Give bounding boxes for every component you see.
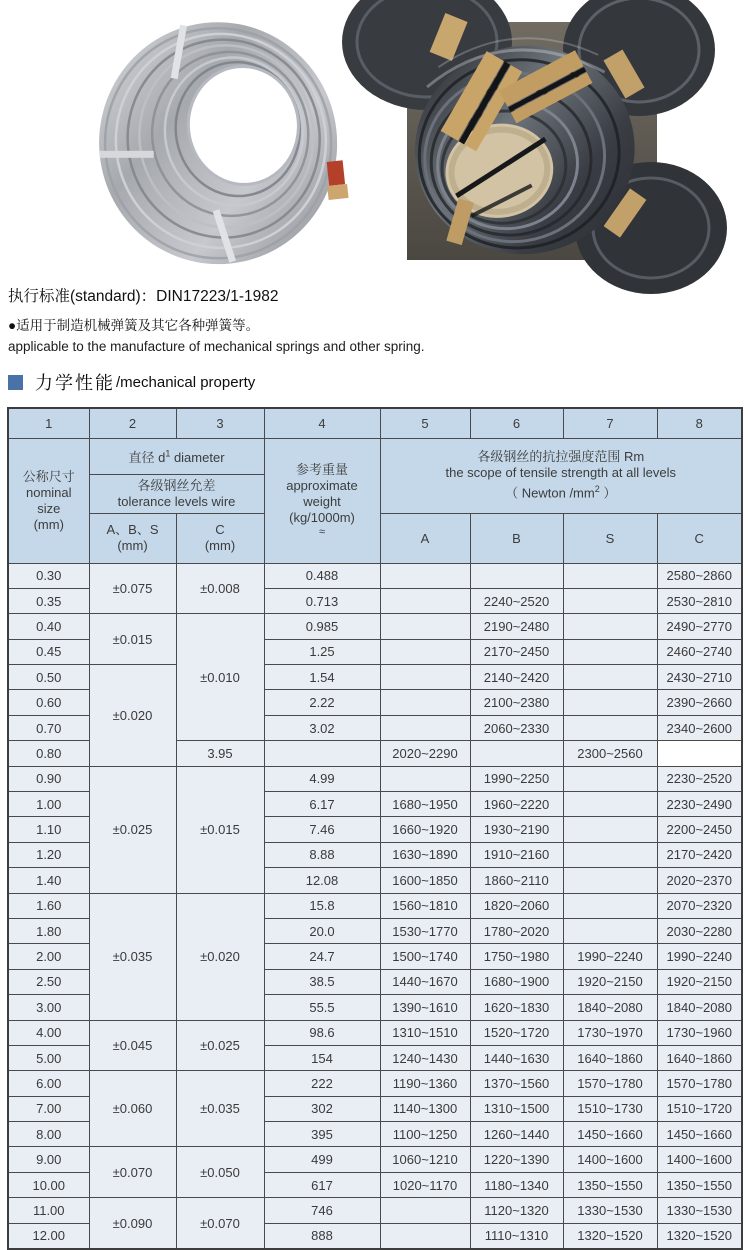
cell-weight: 395 [264,1122,380,1147]
header-weight: 参考重量 approximate weight (kg/1000m) ≈ [264,438,380,563]
table-row [8,766,742,791]
cell-strength-c: 2530~2810 [657,588,742,613]
product-photo-left [93,15,347,268]
product-photo-right [407,22,657,260]
cell-strength-s: 1350~1550 [563,1172,657,1197]
cell-strength-c: 2170~2420 [657,842,742,867]
cell-weight: 499 [264,1147,380,1172]
cell-strength-a [380,614,470,639]
cell-strength-b [470,563,563,588]
cell-strength-c: 1640~1860 [657,1045,742,1070]
cell-strength-s: 1400~1600 [563,1147,657,1172]
cell-strength-b: 1440~1630 [470,1045,563,1070]
cell-strength-b: 1370~1560 [470,1071,563,1096]
cell-strength-b: 2020~2290 [380,741,470,766]
blue-square-bullet-icon [8,375,23,390]
cell-strength-s: 1840~2080 [563,995,657,1020]
cell-tolerance-c: ±0.015 [176,766,264,893]
header-grade-a: A [380,513,470,563]
mechanical-property-table [7,407,743,1250]
cell-strength-c: 2340~2600 [657,715,742,740]
cell-strength-b: 1990~2250 [470,766,563,791]
header-tensile-strength: 各级钢丝的抗拉强度范围 Rm the scope of tensile strength at all levels （ Newton $/mm^2$ ） [380,438,742,513]
cell-strength-c: 2230~2490 [657,792,742,817]
cell-strength-s [563,563,657,588]
cell-strength-b: 1110~1310 [470,1223,563,1249]
cell-strength-a: 1440~1670 [380,969,470,994]
cell-nominal-size: 8.00 [8,1122,89,1147]
cell-strength-a: 1140~1300 [380,1096,470,1121]
strength-unit: （ Newton $/mm^2$ ） [505,484,617,501]
standard-value: DIN17223/1-1982 [156,288,279,305]
cell-strength-b: 1780~2020 [470,918,563,943]
cell-strength-s [563,614,657,639]
cell-strength-c: 2230~2520 [657,766,742,791]
cell-weight: 1.54 [264,665,380,690]
cell-strength-s [563,766,657,791]
cell-weight: 0.488 [264,563,380,588]
column-number-2: 2 [89,408,176,438]
cell-strength-b: 1860~2110 [470,868,563,893]
cell-weight: 38.5 [264,969,380,994]
cell-strength-a [380,1198,470,1223]
cell-strength-a: 1390~1610 [380,995,470,1020]
cell-strength-s [563,868,657,893]
cell-nominal-size: 12.00 [8,1223,89,1249]
column-number-4: 4 [264,408,380,438]
cell-strength-s: 1640~1860 [563,1045,657,1070]
column-number-1: 1 [8,408,89,438]
cell-strength-b: 1260~1440 [470,1122,563,1147]
cell-strength-c: 1730~1960 [657,1020,742,1045]
cell-strength-b: 1180~1340 [470,1172,563,1197]
cell-strength-c: 2030~2280 [657,918,742,943]
cell-strength-s: 1330~1530 [563,1198,657,1223]
cell-strength-c: 2580~2860 [657,563,742,588]
cell-strength-s [563,792,657,817]
cell-nominal-size: 2.00 [8,944,89,969]
cell-tolerance-abs: ±0.035 [89,893,176,1020]
cell-strength-a [380,715,470,740]
header-tol-abs: A、B、S (mm) [89,513,176,563]
header-diameter: 直径 $d^1$ diameter [89,438,264,474]
cell-strength-a [380,665,470,690]
approx-symbol: ≈ [318,526,326,538]
cell-strength-c: 1990~2240 [657,944,742,969]
cell-strength-a [380,588,470,613]
cell-strength-c: 1350~1550 [657,1172,742,1197]
cell-strength-s: 1510~1730 [563,1096,657,1121]
header-nominal-size: 公称尺寸 nominal size (mm) [8,438,89,563]
cell-strength-b: 2240~2520 [470,588,563,613]
usage-english: applicable to the manufacture of mechanical springs and other spring. [8,339,425,354]
cell-strength-c: 1450~1660 [657,1122,742,1147]
cell-weight: 302 [264,1096,380,1121]
cell-tolerance-abs: ±0.025 [89,766,176,893]
cell-weight: 154 [264,1045,380,1070]
cell-strength-s [563,918,657,943]
cell-strength-b: 2170~2450 [470,639,563,664]
cell-weight: 746 [264,1198,380,1223]
cell-strength-c: 2200~2450 [657,817,742,842]
cell-strength-s [563,639,657,664]
cell-weight: 3.02 [264,715,380,740]
cell-strength-s [563,665,657,690]
cell-strength-s: 1920~2150 [563,969,657,994]
cell-nominal-size: 7.00 [8,1096,89,1121]
cell-nominal-size: 1.40 [8,868,89,893]
cell-nominal-size: 1.00 [8,792,89,817]
cell-strength-s: 1570~1780 [563,1071,657,1096]
table-row [8,1198,742,1223]
wire-coil-illustration [93,15,347,268]
cell-weight: 98.6 [264,1020,380,1045]
wire-coils-warehouse-illustration [407,22,657,260]
cell-nominal-size: 0.45 [8,639,89,664]
usage-chinese: ●适用于制造机械弹簧及其它各种弹簧等。 [8,318,260,333]
cell-strength-b: 2140~2420 [470,665,563,690]
cell-weight: 617 [264,1172,380,1197]
cell-strength-s [563,893,657,918]
cell-strength-s: 1990~2240 [563,944,657,969]
cell-nominal-size: 3.00 [8,995,89,1020]
cell-tolerance-c: ±0.035 [176,1071,264,1147]
table-row [8,563,742,588]
cell-strength-a [380,690,470,715]
cell-nominal-size: 4.00 [8,1020,89,1045]
cell-strength-s: 1450~1660 [563,1122,657,1147]
cell-strength-a [380,563,470,588]
cell-nominal-size: 10.00 [8,1172,89,1197]
cell-weight: 0.985 [264,614,380,639]
cell-weight: 4.99 [264,766,380,791]
cell-nominal-size: 0.50 [8,665,89,690]
cell-strength-a: 1660~1920 [380,817,470,842]
table-row [8,665,742,690]
cell-strength-s: 1320~1520 [563,1223,657,1249]
cell-weight: 24.7 [264,944,380,969]
table-row [8,893,742,918]
cell-strength-s [563,588,657,613]
header-tolerance: 各级钢丝允差 tolerance levels wire [89,474,264,513]
header-grade-s: S [563,513,657,563]
cell-strength-c: 1510~1720 [657,1096,742,1121]
column-number-8: 8 [657,408,742,438]
cell-strength-b: 1120~1320 [470,1198,563,1223]
table-row [8,1147,742,1172]
cell-weight: 2.22 [264,690,380,715]
cell-strength-a [264,741,380,766]
cell-strength-c: 1840~2080 [657,995,742,1020]
cell-weight: 6.17 [264,792,380,817]
cell-nominal-size: 5.00 [8,1045,89,1070]
cell-strength-s [563,842,657,867]
table-header [8,408,742,563]
cell-weight: 1.25 [264,639,380,664]
cell-nominal-size: 0.70 [8,715,89,740]
cell-strength-c: 2390~2660 [657,690,742,715]
cell-strength-s [563,690,657,715]
cell-strength-a: 1530~1770 [380,918,470,943]
standard-line [8,284,279,306]
cell-strength-s [563,715,657,740]
cell-strength-c: 1330~1530 [657,1198,742,1223]
cell-tolerance-c: ±0.070 [176,1198,264,1249]
cell-strength-c: 2300~2560 [563,741,657,766]
cell-strength-a [380,766,470,791]
cell-tolerance-abs: ±0.070 [89,1147,176,1198]
cell-strength-b: 1680~1900 [470,969,563,994]
cell-weight: 888 [264,1223,380,1249]
cell-strength-c: 2430~2710 [657,665,742,690]
cell-nominal-size: 1.20 [8,842,89,867]
cell-weight: 55.5 [264,995,380,1020]
table-row [8,1071,742,1096]
cell-strength-a: 1600~1850 [380,868,470,893]
cell-strength-c: 1400~1600 [657,1147,742,1172]
cell-strength-b: 1930~2190 [470,817,563,842]
cell-strength-a: 1060~1210 [380,1147,470,1172]
header-grade-b: B [470,513,563,563]
cell-strength-a: 1680~1950 [380,792,470,817]
cell-tolerance-abs: ±0.045 [89,1020,176,1071]
cell-nominal-size: 2.50 [8,969,89,994]
cell-strength-b: 2100~2380 [470,690,563,715]
cell-strength-s [563,817,657,842]
header-grade-c: C [657,513,742,563]
section-title-en: /mechanical property [116,373,256,391]
cell-nominal-size: 0.35 [8,588,89,613]
cell-strength-b: 1220~1390 [470,1147,563,1172]
column-number-5: 5 [380,408,470,438]
cell-weight: 12.08 [264,868,380,893]
cell-strength-a: 1310~1510 [380,1020,470,1045]
cell-nominal-size: 0.30 [8,563,89,588]
cell-nominal-size: 6.00 [8,1071,89,1096]
cell-weight: 3.95 [176,741,264,766]
cell-strength-b: 1310~1500 [470,1096,563,1121]
cell-nominal-size: 1.10 [8,817,89,842]
cell-tolerance-c: ±0.050 [176,1147,264,1198]
cell-strength-a: 1560~1810 [380,893,470,918]
cell-nominal-size: 9.00 [8,1147,89,1172]
cell-strength-a: 1020~1170 [380,1172,470,1197]
cell-strength-s [470,741,563,766]
cell-strength-b: 1620~1830 [470,995,563,1020]
cell-strength-b: 1520~1720 [470,1020,563,1045]
cell-strength-a: 1630~1890 [380,842,470,867]
cell-strength-b: 1750~1980 [470,944,563,969]
column-number-6: 6 [470,408,563,438]
table-body [8,563,742,1249]
cell-strength-b: 1820~2060 [470,893,563,918]
cell-strength-b: 2190~2480 [470,614,563,639]
section-title-cn: 力学性能 [35,373,115,393]
cell-weight: 20.0 [264,918,380,943]
cell-strength-a: 1100~1250 [380,1122,470,1147]
cell-tolerance-c: ±0.025 [176,1020,264,1071]
column-number-7: 7 [563,408,657,438]
table-row [8,1020,742,1045]
column-number-row [8,408,742,438]
cell-weight: 222 [264,1071,380,1096]
cell-strength-c: 1920~2150 [657,969,742,994]
cell-strength-c: 2460~2740 [657,639,742,664]
cell-strength-s: 1730~1970 [563,1020,657,1045]
cell-strength-c: 2020~2370 [657,868,742,893]
cell-strength-b: 1910~2160 [470,842,563,867]
cell-weight: 0.713 [264,588,380,613]
cell-nominal-size: 0.40 [8,614,89,639]
section-header [8,369,255,395]
cell-tolerance-c: ±0.020 [176,893,264,1020]
cell-weight: 8.88 [264,842,380,867]
cell-strength-a: 1500~1740 [380,944,470,969]
cell-strength-c: 1320~1520 [657,1223,742,1249]
cell-tolerance-abs: ±0.020 [89,665,176,767]
cell-nominal-size: 0.90 [8,766,89,791]
cell-tolerance-abs: ±0.075 [89,563,176,614]
cell-tolerance-abs: ±0.015 [89,614,176,665]
cell-nominal-size: 0.80 [8,741,89,766]
cell-strength-a [380,639,470,664]
cell-nominal-size: 1.80 [8,918,89,943]
header-tol-c: C (mm) [176,513,264,563]
cell-tolerance-abs: ±0.090 [89,1198,176,1249]
column-number-3: 3 [176,408,264,438]
cell-weight: 7.46 [264,817,380,842]
cell-strength-a [380,1223,470,1249]
cell-strength-a: 1240~1430 [380,1045,470,1070]
table-row [8,614,742,639]
cell-nominal-size: 0.60 [8,690,89,715]
standard-label: 执行标准(standard)： [8,288,157,305]
cell-tolerance-abs: ±0.060 [89,1071,176,1147]
cell-strength-a: 1190~1360 [380,1071,470,1096]
cell-nominal-size: 1.60 [8,893,89,918]
cell-tolerance-c: ±0.008 [176,563,264,614]
cell-strength-b: 1960~2220 [470,792,563,817]
cell-weight: 15.8 [264,893,380,918]
cell-strength-c: 1570~1780 [657,1071,742,1096]
cell-tolerance-c: ±0.010 [176,614,264,741]
cell-nominal-size: 11.00 [8,1198,89,1223]
cell-strength-c: 2490~2770 [657,614,742,639]
cell-strength-c: 2070~2320 [657,893,742,918]
cell-strength-b: 2060~2330 [470,715,563,740]
